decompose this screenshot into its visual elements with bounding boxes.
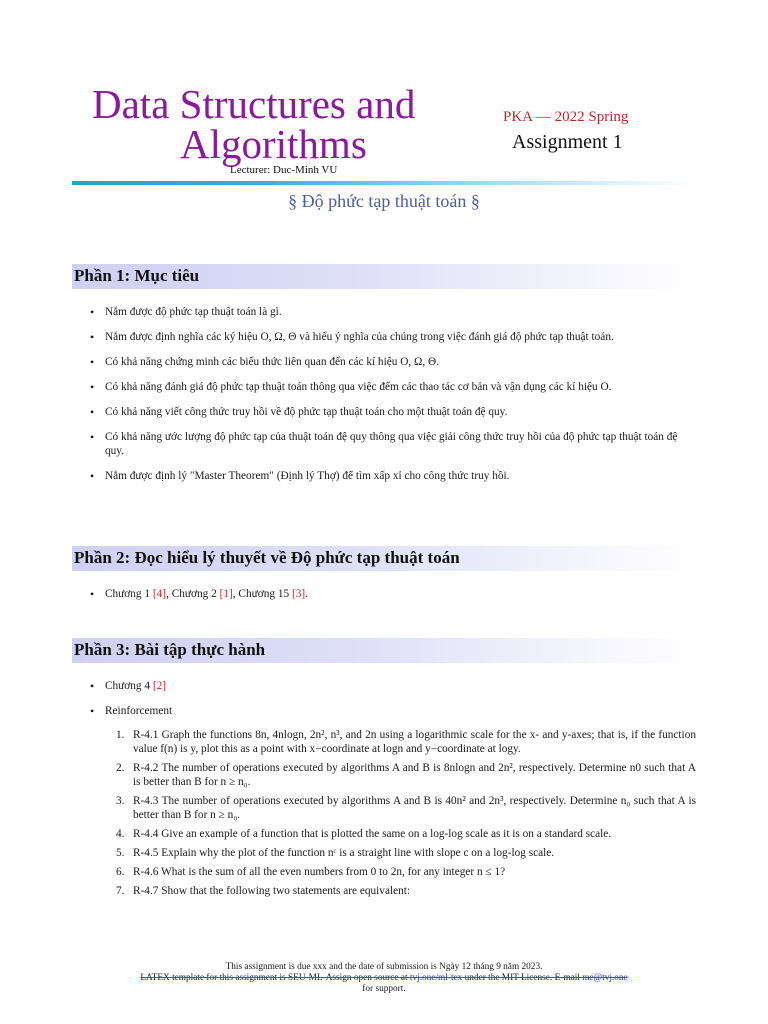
assignment-number: 1: [612, 131, 623, 153]
list-item: • Nắm được định nghĩa các ký hiệu O, Ω, Θ và hiểu ý nghĩa của chúng trong việc đánh giá độ phức tạp thuật toán.: [88, 330, 696, 344]
list-item: • Có khả năng đánh giá độ phức tạp thuật toán thông qua việc đếm các thao tác cơ bản và vận dụng các kí hiệu O.: [88, 380, 696, 394]
chapter-text: , Chương 2: [166, 588, 220, 600]
exercise-text: R-4.5 Explain why the plot of the function nᶜ is a straight line with slope c on a log-log scale.: [133, 847, 555, 859]
practice-list: [88, 679, 696, 729]
exercise-text: R-4.6 What is the sum of all the even numbers from 0 to 2n, for any integer n ≤ 1?: [133, 866, 506, 878]
exercise-number: 4.: [116, 828, 125, 840]
chapter-text: .: [305, 588, 308, 600]
exercise-item: [116, 761, 696, 789]
exercise-number: 3.: [116, 795, 125, 807]
exercise-number: 5.: [116, 847, 125, 859]
lecturer: Lecturer: Duc-Minh VU: [230, 164, 338, 176]
exercise-item: [116, 794, 696, 822]
objectives-list: [88, 305, 696, 494]
document-title: [92, 81, 512, 167]
list-item: [88, 587, 696, 601]
exercise-item: [116, 846, 696, 860]
citation-link[interactable]: [1]: [219, 588, 233, 600]
exercise-number: 7.: [116, 885, 125, 897]
exercise-number: 1.: [116, 729, 125, 741]
template-text: under the MIT License. E-mail: [462, 973, 583, 983]
email-link[interactable]: me@tvj.one: [582, 973, 628, 983]
topic-heading: § Độ phức tạp thuật toán §: [288, 191, 480, 211]
chapter-text: Chương 1: [105, 588, 153, 600]
exercise-number: 2.: [116, 762, 125, 774]
support-note: for support.: [362, 984, 406, 994]
exercise-text: R-4.1 Graph the functions 8n, 4nlogn, 2n², n³, and 2n using a logarithmic scale for the x- and y-axes; that is, if the function value f(n) is y, plot this as a point with x−coordinate at logn and y−coordinate at logy.: [133, 729, 696, 755]
title-line-1: Data Structures and: [92, 81, 416, 127]
due-note: This assignment is due xxx and the date of submission is Ngày 12 tháng 9 năm 2023.: [225, 962, 543, 972]
exercise-item: [116, 728, 696, 756]
chapter-text: Chương 4: [105, 680, 153, 692]
section-3-header: [72, 638, 696, 663]
section-2-header: [72, 546, 696, 571]
exercise-item: [116, 827, 696, 841]
exercise-item: [116, 865, 696, 879]
reading-list: [88, 587, 696, 612]
title-line-2: Algorithms: [180, 121, 367, 167]
list-item: • Có khả năng viết công thức truy hồi về độ phức tạp thuật toán cho một thuật toán đệ quy.: [88, 405, 696, 419]
list-item: • Có khả năng ước lượng độ phức tạp của thuật toán đệ quy thông qua việc giải công thức truy hồi của độ phức tạp thuật toán đệ quy.: [88, 430, 696, 458]
exercise-text: R-4.7 Show that the following two statements are equivalent:: [133, 885, 411, 897]
exercise-text: R-4.4 Give an example of a function that is plotted the same on a log-log scale as it is on a standard scale.: [133, 828, 612, 840]
citation-link[interactable]: [2]: [152, 680, 167, 692]
list-item: • Reinforcement: [88, 704, 696, 718]
header-divider: [72, 181, 696, 185]
list-item: • Có khả năng chứng minh các biểu thức liên quan đến các kí hiệu O, Ω, Θ.: [88, 355, 696, 369]
assignment-heading: [512, 131, 623, 154]
citation-link[interactable]: [3]: [291, 588, 306, 600]
exercise-list: [116, 728, 696, 903]
template-link[interactable]: tvj.one/ml-tex: [409, 973, 463, 983]
template-text: LATEX template for this assignment is SEU-ML-Assign open source at: [140, 973, 410, 983]
exercise-item: [116, 884, 696, 898]
list-item: • Nắm được độ phức tạp thuật toán là gì.: [88, 305, 696, 319]
section-3-title: Phần 3: Bài tập thực hành: [74, 640, 266, 659]
exercise-text: R-4.3 The number of operations executed by algorithms A and B is 40n² and 2n³, respectively. Determine n₀ such that A is better than B for n ≥ n₀.: [133, 795, 696, 821]
section-2-title: Phần 2: Đọc hiểu lý thuyết về Độ phức tạp thuật toán: [74, 548, 460, 567]
citation-link[interactable]: [4]: [152, 588, 167, 600]
list-item: [88, 679, 696, 693]
page-footer: [72, 962, 696, 995]
list-item: • Nắm được định lý "Master Theorem" (Định lý Thợ) để tìm xấp xỉ cho công thức truy hồi.: [88, 469, 696, 483]
template-note: [72, 973, 696, 984]
section-1-title: Phần 1: Mục tiêu: [74, 266, 200, 285]
chapter-text: , Chương 15: [232, 588, 292, 600]
course-info: PKA — 2022 Spring: [503, 109, 629, 125]
exercise-number: 6.: [116, 866, 125, 878]
section-1-header: [72, 264, 696, 289]
assignment-label: Assignment: [512, 131, 608, 153]
exercise-text: R-4.2 The number of operations executed by algorithms A and B is 8nlogn and 2n², respectively. Determine n0 such that A is better than B for n ≥ n₀.: [133, 762, 696, 788]
